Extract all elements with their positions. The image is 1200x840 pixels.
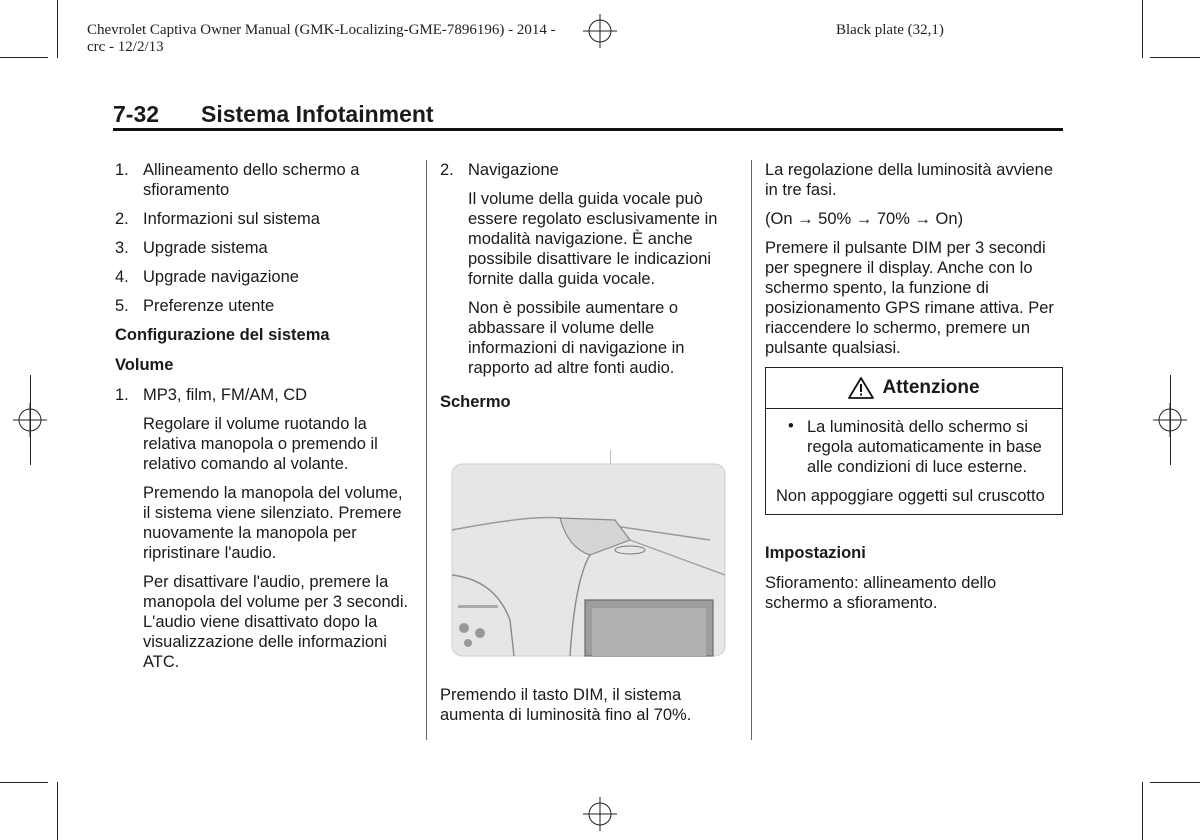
paragraph: Non è possibile aumentare o abbassare il volume delle informazioni di navigazione in rapporto ad altre fonti audio. <box>468 299 685 377</box>
document-date-line: crc - 12/2/13 <box>87 39 164 55</box>
warning-bullet: • La luminosità dello schermo si regola automaticamente in base alle condizioni di luce esterne. <box>788 417 1042 476</box>
crop-mark <box>57 0 58 58</box>
paragraph: Il volume della guida vocale può essere regolato esclusivamente in modalità navigazione. È anche possibile disattivare le indicazioni fornite dalla guida vocale. <box>468 190 718 288</box>
crop-mark <box>1142 0 1143 58</box>
registration-mark-icon <box>13 403 47 437</box>
heading-volume: Volume <box>115 356 174 374</box>
plate-label: Black plate (32,1) <box>836 22 944 38</box>
page-title <box>113 101 1063 131</box>
list-item: 4. Upgrade navigazione <box>115 268 299 286</box>
document-header <box>87 22 556 56</box>
paragraph: Premendo la manopola del volume, il sistema viene silenziato. Premere nuovamente la manopola per ripristinare l'audio. <box>143 484 403 562</box>
document-id-line: Chevrolet Captiva Owner Manual (GMK-Localizing-GME-7896196) - 2014 - <box>87 22 556 38</box>
warning-triangle-icon <box>848 377 874 399</box>
list-item: 2. Informazioni sul sistema <box>115 210 320 228</box>
warning-header <box>766 368 1062 409</box>
figure-caption: Premendo il tasto DIM, il sistema aumenta di luminosità fino al 70%. <box>440 686 692 724</box>
column-3 <box>765 160 1063 622</box>
paragraph: Per disattivare l'audio, premere la manopola del volume per 3 secondi. L'audio viene disattivato dopo la visualizzazione delle informazioni ATC. <box>143 573 409 671</box>
crop-mark <box>0 782 48 783</box>
paragraph: Regolare il volume ruotando la relativa manopola o premendo il relativo comando al volante. <box>143 415 378 473</box>
bullet-icon: • <box>788 417 794 435</box>
crop-mark <box>57 782 58 840</box>
title-divider <box>113 128 1063 131</box>
crop-mark <box>1150 782 1200 783</box>
crop-mark <box>1142 782 1143 840</box>
heading-schermo: Schermo <box>440 393 511 411</box>
paragraph: Sfioramento: allineamento dello schermo a sfioramento. <box>765 574 997 612</box>
column-2 <box>440 160 740 734</box>
column-1 <box>115 160 410 681</box>
heading-configurazione: Configurazione del sistema <box>115 326 330 344</box>
registration-mark-icon <box>583 14 617 48</box>
crop-mark <box>0 57 48 58</box>
registration-mark-icon <box>1153 403 1187 437</box>
column-divider <box>426 160 427 740</box>
crop-mark <box>1150 57 1200 58</box>
dashboard-illustration <box>440 430 735 675</box>
warning-title: Attenzione <box>882 377 980 398</box>
list-item: 3. Upgrade sistema <box>115 239 268 257</box>
list-item: 2. Navigazione <box>440 161 559 179</box>
column-divider <box>751 160 752 740</box>
list-item: 1. MP3, film, FM/AM, CD <box>115 386 308 404</box>
dashboard-display-icon <box>440 430 735 675</box>
paragraph: Premere il pulsante DIM per 3 secondi per spegnere il display. Anche con lo schermo spento, la funzione di posizionamento GPS rimane attiva. Per riaccendere lo schermo, premere un pulsante qualsiasi. <box>765 239 1054 357</box>
warning-body <box>766 409 1062 514</box>
list-item: 1. Allineamento dello schermo a sfioramento <box>115 161 360 199</box>
list-item: 5. Preferenze utente <box>115 297 275 315</box>
warning-box <box>765 367 1063 515</box>
paragraph: (On → 50% → 70% → On) <box>765 210 964 228</box>
registration-mark-icon <box>583 797 617 831</box>
warning-note: Non appoggiare oggetti sul cruscotto <box>776 487 1045 505</box>
heading-impostazioni: Impostazioni <box>765 544 866 562</box>
page-number: 7-32 <box>113 101 160 127</box>
paragraph: La regolazione della luminosità avviene in tre fasi. <box>765 161 1054 199</box>
section-title: Sistema Infotainment <box>201 101 434 127</box>
